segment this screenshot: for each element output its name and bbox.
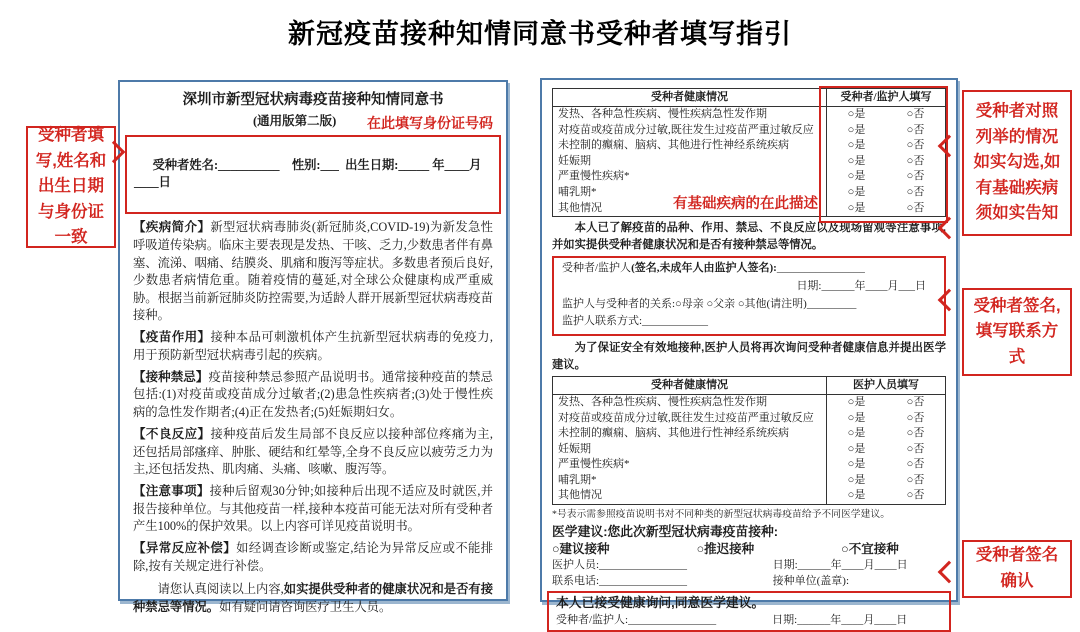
callout-sign-and-contact: 受种者签名,填写联系方式 [962,288,1072,376]
health-condition-row [553,426,945,442]
section-compensation [133,540,493,575]
section-text: 接种本品可刺激机体产生抗新型冠状病毒的免疫力,用于预防新型冠状病毒引起的疾病。 [133,329,493,362]
no-option: ○否 [906,123,925,136]
health-condition-row [553,411,945,427]
signature-date-line: 日期:______年____月___日 [796,279,926,292]
id-number-hint: 在此填写身份证号码 [367,114,493,131]
yes-no-cell [827,185,945,201]
no-option: ○否 [906,108,925,120]
yes-option: ○是 [847,170,866,183]
confirm-sign-row [556,612,942,628]
header-filled-by-recipient: 受种者/监护人填写 [840,91,932,103]
closing-post: 如有疑问请咨询医疗卫生人员。 [219,599,392,614]
section-label: 【注意事项】 [133,483,210,498]
medical-advice-options [552,540,899,557]
yes-no-cell [827,411,945,427]
section-contraindications [133,369,493,422]
section-label: 【异常反应补偿】 [133,541,237,556]
confirm-box-highlight [547,591,951,632]
no-option: ○否 [906,154,925,167]
condition-label: 未控制的癫痫、脑病、其他进行性神经系统疾病 [553,138,827,154]
callout-check-truthfully: 受种者对照列举的情况如实勾选,如有基础疾病须如实告知 [962,90,1072,236]
health-table-recipient [552,88,946,217]
yes-option: ○是 [847,489,866,502]
health-table-staff [552,376,946,505]
yes-no-cell [827,473,945,489]
no-option: ○否 [906,458,925,471]
staff-row [552,557,946,573]
health-rows [553,395,945,504]
health-condition-row [553,154,945,170]
table-header [553,377,945,395]
section-text: 新型冠状病毒肺炎(新冠肺炎,COVID-19)为新发急性呼吸道传染病。临床主要表现是发热、干咳、乏力,少数患者伴有鼻塞、流涕、咽痛、结膜炎、肌痛和腹泻等症状。多数患者预后良好,少数患者病情危重。随着疫情的蔓延,对全球公众健康构成严重威胁。根据当前新冠肺炎防控需要,为适龄人群开展新型冠状病毒疫苗接种。 [133,220,493,322]
yes-no-cell [827,488,945,504]
health-condition-row [553,138,945,154]
page-title: 新冠疫苗接种知情同意书受种者填写指引 [288,19,792,49]
condition-label: 严重慢性疾病* [553,457,827,473]
confirm-date-field: 日期:______年____月____日 [772,614,908,627]
sign-bold: (签名,未成年人由监护人签名): [631,261,777,274]
doc-subtitle: (通用版第二版) [253,113,337,128]
health-condition-row [553,457,945,473]
section-vaccine-effect [133,329,493,364]
closing-bold: 如实提供受种者的健康状况和是否有接种禁忌等情况。 [133,582,493,614]
confirm-statement: 本人已接受健康询问,同意医学建议。 [556,595,765,611]
staff-name-field: 医护人员:________________ [552,559,688,572]
sign-pre: 受种者/监护人 [562,261,632,274]
asterisk-footnote: *号表示需参照疫苗说明书对不同种类的新型冠状病毒疫苗给予不同医学建议。 [552,509,890,521]
section-label: 【不良反应】 [133,426,211,441]
phone-row [552,573,946,589]
option-not-suitable: ○不宜接种 [841,542,899,557]
staff-date-field: 日期:______年____月____日 [772,559,908,572]
yes-no-cell [827,201,945,217]
no-option: ○否 [906,442,925,455]
acknowledgement-1: 本人已了解疫苗的品种、作用、禁忌、不良反应以及现场留观等注意事项,并如实提供受种者健康状况和是否有接种禁忌等情况。 [552,222,946,251]
section-label: 【接种禁忌】 [133,369,209,384]
yes-option: ○是 [847,185,866,198]
health-condition-row [553,442,945,458]
header-health-status: 受种者健康情况 [553,89,827,106]
sign-blank: ________________ [776,261,865,274]
yes-option: ○是 [847,411,866,424]
name-gender-birth-row: 受种者姓名:__________ 性别:___ 出生日期:_____ 年____月____日 [134,158,482,190]
yes-no-cell [827,107,945,123]
doc-title: 深圳市新型冠状病毒疫苗接种知情同意书 [182,92,444,108]
section-text: 接种疫苗后发生局部不良反应以接种部位疼痛为主,还包括局部瘙痒、肿胀、硬结和红晕等,全身不良反应以疲劳乏力为主,还包括发热、肌肉痛、头痛、咳嗽、腹泻等。 [133,426,493,476]
signature-box-highlight [552,256,946,336]
condition-label: 其他情况 [553,201,827,217]
callout-fill-by-recipient: 受种者填写,姓名和出生日期与身份证一致 [26,126,116,248]
yes-no-cell [827,457,945,473]
no-option: ○否 [906,201,925,214]
consent-form-page-1 [118,80,508,614]
yes-option: ○是 [847,458,866,471]
medical-advice-title: 医学建议:您此次新型冠状病毒疫苗接种: [552,524,779,540]
condition-label: 哺乳期* [553,473,827,489]
no-option: ○否 [906,170,925,183]
name-row-highlight [125,135,501,215]
health-condition-row [553,488,945,504]
basic-disease-note: 有基础疾病的在此描述 [673,196,818,213]
yes-no-cell [827,395,945,411]
unit-stamp-field: 接种单位(盖章): [772,575,850,588]
condition-label: 发热、各种急性疾病、慢性疾病急性发作期 [553,395,827,411]
condition-label: 妊娠期 [553,154,827,170]
health-condition-row [553,395,945,411]
condition-label: 哺乳期* [553,185,827,201]
condition-label: 对疫苗或疫苗成分过敏,既往发生过疫苗严重过敏反应 [553,123,827,139]
section-disease-intro [133,219,493,324]
acknowledgement-2: 为了保证安全有效地接种,医护人员将再次询问受种者健康信息并提出医学建议。 [552,342,946,371]
no-option: ○否 [906,411,925,424]
header-health-status: 受种者健康情况 [553,377,827,394]
no-option: ○否 [906,185,925,198]
section-label: 【疫苗作用】 [133,329,211,344]
phone-field: 联系电话:________________ [552,575,688,588]
yes-option: ○是 [847,473,866,486]
condition-label: 发热、各种急性疾病、慢性疾病急性发作期 [553,107,827,123]
section-text: 疫苗接种禁忌参照产品说明书。通常接种疫苗的禁忌包括:(1)对疫苗或疫苗成分过敏者;(2)患急性疾病者;(3)处于慢性疾病的急性发作期者;(4)正在发热者;(5)妊娠期妇女。 [133,369,493,419]
no-option: ○否 [906,427,925,440]
yes-option: ○是 [847,108,866,120]
section-text: 接种后留观30分钟;如接种后出现不适应及时就医,并报告接种单位。与其他疫苗一样,接种本疫苗可能无法对所有受种者产生100%的保护效果。以上内容可详见疫苗说明书。 [133,483,493,534]
yes-option: ○是 [847,139,866,152]
yes-option: ○是 [847,154,866,167]
yes-option: ○是 [847,123,866,136]
consent-form-page-2 [540,78,958,627]
no-option: ○否 [906,139,925,152]
health-condition-row [553,169,945,185]
confirm-sign-field: 受种者/监护人:________________ [556,614,717,627]
yes-no-cell [827,169,945,185]
doc-subtitle-row [133,113,493,132]
yes-no-cell [827,138,945,154]
yes-option: ○是 [847,442,866,455]
guardian-contact-line: 监护人联系方式:____________ [562,315,709,328]
health-condition-row [553,123,945,139]
table-header [553,89,945,107]
condition-label: 其他情况 [553,488,827,504]
condition-label: 未控制的癫痫、脑病、其他进行性神经系统疾病 [553,426,827,442]
no-option: ○否 [906,395,925,408]
section-text: 如经调查诊断或鉴定,结论为异常反应或不能排除,按有关规定进行补偿。 [133,541,493,573]
option-recommend: ○建议接种 [552,542,610,557]
closing-pre: 请您认真阅读以上内容, [157,582,284,597]
yes-option: ○是 [847,427,866,440]
yes-no-cell [827,154,945,170]
section-label: 【疾病简介】 [133,220,211,235]
yes-option: ○是 [847,201,866,214]
section-adverse-reactions [133,426,493,479]
condition-label: 妊娠期 [553,442,827,458]
yes-option: ○是 [847,395,866,408]
health-condition-row [553,107,945,123]
yes-no-cell [827,426,945,442]
yes-no-cell [827,123,945,139]
option-postpone: ○推迟接种 [696,542,755,557]
signature-line [562,260,936,278]
closing-paragraph [133,581,493,616]
condition-label: 对疫苗或疫苗成分过敏,既往发生过疫苗严重过敏反应 [553,411,827,427]
health-condition-row [553,473,945,489]
header-filled-by-staff: 医护人员填写 [853,378,919,391]
section-precautions [133,483,493,536]
guardian-relation-line: 监护人与受种者的关系:○母亲 ○父亲 ○其他(请注明)_________ [562,297,857,310]
no-option: ○否 [906,473,925,486]
callout-sign-confirm: 受种者签名确认 [962,540,1072,598]
no-option: ○否 [906,489,925,502]
yes-no-cell [827,442,945,458]
condition-label: 严重慢性疾病* [553,169,827,185]
